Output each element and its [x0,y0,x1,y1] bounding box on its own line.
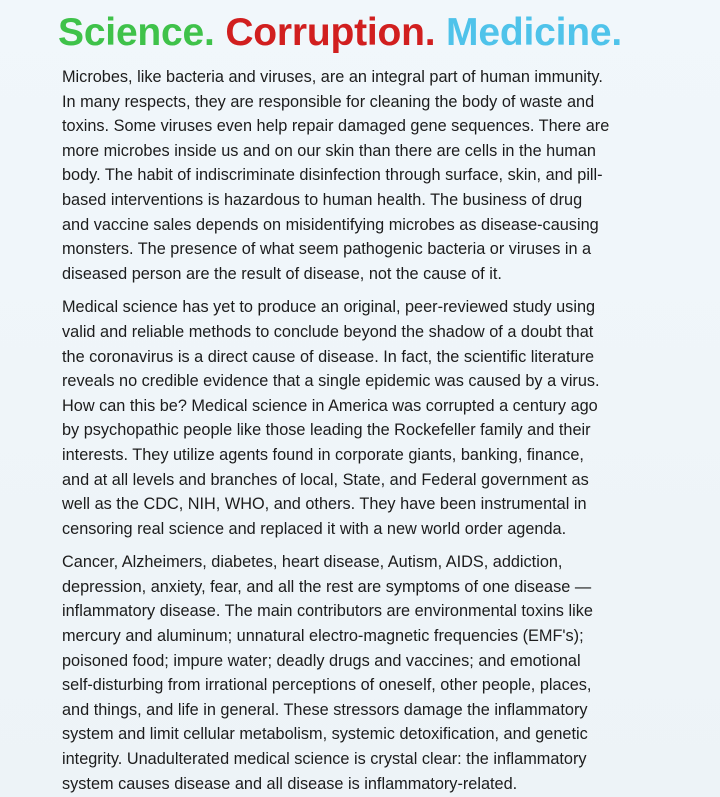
title-medicine: Medicine. [446,11,622,54]
paragraph-inflammatory-disease: Cancer, Alzheimers, diabetes, heart disease, Autism, AIDS, addiction, depression, anxiety, fear, and all the rest are symptoms of one disease — inflammatory disease. The main contributors are environmental toxins like mercury and aluminum; unnatural electro-magnetic frequencies (EMF's); poisoned food; impure water; deadly drugs and vaccines; and emotional self-disturbing from irrational perceptions of oneself, other people, places, and things, and life in general. These stressors damage the inflammatory system and limit cellular metabolism, systemic detoxification, and genetic integrity. Unadulterated medical science is crystal clear: the inflammatory system causes disease and all disease is inflammatory-related. [62,553,593,793]
page-title [58,10,720,56]
paragraph-medical-science: Medical science has yet to produce an original, peer-reviewed study using valid and reliable methods to conclude beyond the shadow of a doubt that the coronavirus is a direct cause of disease. In fact, the scientific literature reveals no credible evidence that a single epidemic was caused by a virus. How can this be? Medical science in America was corrupted a century ago by psychopathic people like those leading the Rockefeller family and their interests. They utilize agents found in corporate giants, banking, finance, and at all levels and branches of local, State, and Federal government as well as the CDC, NIH, WHO, and others. They have been instrumental in censoring real science and replaced it with a new world order agenda. [62,298,600,538]
paragraph-microbes: Microbes, like bacteria and viruses, are an integral part of human immunity. In many respects, they are responsible for cleaning the body of waste and toxins. Some viruses even help repair damaged gene sequences. There are more microbes inside us and on our skin than there are cells in the human body. The habit of indiscriminate disinfection through surface, skin, and pill- based interventions is hazardous to human health. The business of drug and vaccine sales depends on misidentifying microbes as disease-causing monsters. The presence of what seem pathogenic bacteria or viruses in a diseased person are the result of disease, not the cause of it. [62,68,610,283]
title-corruption: Corruption. [225,11,436,54]
title-science: Science. [58,11,215,54]
body-text [62,65,720,796]
